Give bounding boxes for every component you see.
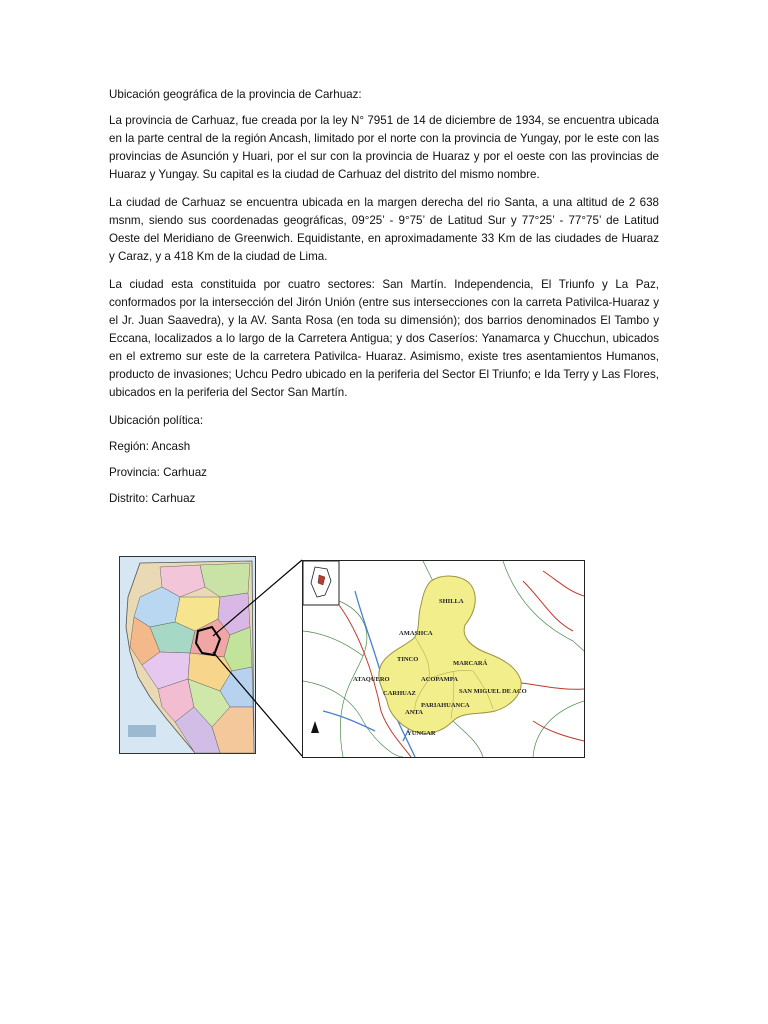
ancash-region-map — [119, 556, 256, 754]
carhuaz-province-map-graphic — [303, 561, 584, 757]
province-line: Provincia: Carhuaz — [109, 466, 207, 479]
district-line: Distrito: Carhuaz — [109, 492, 196, 505]
carhuaz-province-map — [302, 560, 585, 758]
region-line: Región: Ancash — [109, 440, 191, 453]
heading-geographic-location: Ubicación geográfica de la provincia de Carhuaz: — [109, 88, 362, 101]
label-amashca: AMASHCA — [399, 630, 433, 637]
document-body — [109, 86, 659, 516]
map-figure — [119, 556, 585, 760]
ancash-region-map-graphic — [120, 557, 255, 753]
label-acopampa: ACOPAMPA — [421, 676, 458, 683]
label-marcara: MARCARÁ — [453, 660, 488, 667]
label-pariahuanca: PARIAHUANCA — [421, 702, 470, 709]
label-anta: ANTA — [405, 709, 423, 716]
paragraph-sectors: La ciudad esta constituida por cuatro sectores: San Martín. Independencia, El Triunfo y La Paz, conformados por la intersección del Jirón Unión (entre sus intersecciones con la carreta Pativilca-Huaraz y el Jr. Juan Saavedra), y la AV. Santa Rosa (en toda su dimensión); dos barrios denominados El Tambo y Eccana, localizados a lo largo de la Carretera Antigua; y dos Caseríos: Yanamarca y Chucchun, ubicados en el extremo sur este de la carretera Pativilca- Huaraz. Asimismo, existe tres asentamientos Humanos, producto de invasiones; Uchcu Pedro ubicado en la periferia del Sector El Triunfo; e Ida Terry y Las Flores, ubicados en la periferia del Sector San Martín. — [109, 278, 659, 399]
paragraph-city: La ciudad de Carhuaz se encuentra ubicada en la margen derecha del rio Santa, a una altitud de 2 638 msnm, siendo sus coordenadas geográficas, 09°25’ - 9°75’ de Latitud Sur y 77°25’ - 77°75’ de Latitud Oeste del Meridiano de Greenwich. Equidistante, en aproximadamente 33 Km de las ciudades de Huaraz y Caraz, y a 418 Km de la ciudad de Lima. — [109, 196, 659, 263]
label-tinco: TINCO — [397, 656, 419, 663]
label-ataquero: ATAQUERO — [353, 676, 390, 683]
label-shilla: SHILLA — [439, 598, 464, 605]
label-san-miguel-de-aco: SAN MIGUEL DE ACO — [459, 688, 527, 695]
paragraph-province: La provincia de Carhuaz, fue creada por la ley N° 7951 de 14 de diciembre de 1934, se encuentra ubicada en la parte central de la región Ancash, limitado por el norte con la provincia de Yungay, por le este con las provincias de Asunción y Huari, por el sur con la provincia de Huaraz y por el oeste con las provincias de Huaraz y Yungay. Su capital es la ciudad de Carhuaz del distrito del mismo nombre. — [109, 114, 659, 181]
label-carhuaz: CARHUAZ — [383, 690, 416, 697]
label-yungar: YUNGAR — [407, 730, 436, 737]
heading-political-location: Ubicación política: — [109, 414, 204, 427]
